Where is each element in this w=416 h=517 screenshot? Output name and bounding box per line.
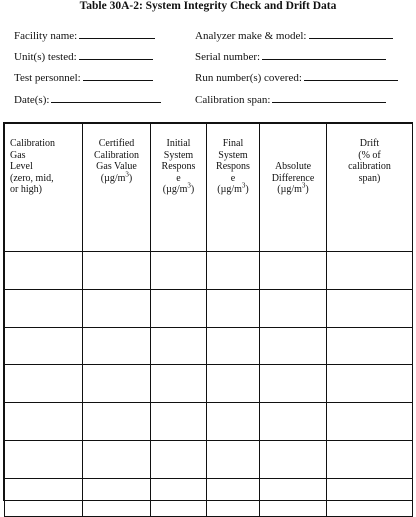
table-cell[interactable] xyxy=(83,365,151,403)
table-cell[interactable] xyxy=(83,440,151,478)
blank-line[interactable] xyxy=(83,70,153,81)
header-absolute-difference: Absolute Difference $(\mu g/m^3)$ xyxy=(260,124,327,252)
table-cell[interactable] xyxy=(151,403,207,441)
blank-line[interactable] xyxy=(309,28,393,39)
field-label: Date(s): xyxy=(14,94,50,106)
field-facility-name[interactable] xyxy=(14,28,155,43)
blank-line[interactable] xyxy=(51,92,161,103)
table-row xyxy=(5,327,413,365)
table-cell[interactable] xyxy=(151,365,207,403)
blank-line[interactable] xyxy=(79,49,153,60)
table-cell[interactable] xyxy=(207,478,260,516)
table-cell[interactable] xyxy=(151,327,207,365)
table-row xyxy=(5,478,413,516)
table-cell[interactable] xyxy=(207,403,260,441)
table-cell[interactable] xyxy=(327,440,413,478)
field-serial-number[interactable] xyxy=(195,49,386,64)
table-cell[interactable] xyxy=(207,327,260,365)
header-certified-gas-value: Certified Calibration Gas Value $(\mu g/m^3)$ xyxy=(83,124,151,252)
table-cell[interactable] xyxy=(327,252,413,290)
header-initial-system-response: Initial System Respons e $(\mu g/m^3)$ xyxy=(151,124,207,252)
field-analyzer-make-model[interactable] xyxy=(195,28,393,43)
field-calibration-span[interactable] xyxy=(195,92,386,107)
blank-line[interactable] xyxy=(272,92,386,103)
table-row xyxy=(5,365,413,403)
table-cell[interactable] xyxy=(207,365,260,403)
header-final-system-response: Final System Respons e $(\mu g/m^3)$ xyxy=(207,124,260,252)
table-cell[interactable] xyxy=(260,252,327,290)
table-cell[interactable] xyxy=(151,440,207,478)
table-cell[interactable] xyxy=(260,440,327,478)
table-cell[interactable] xyxy=(5,440,83,478)
table-cell[interactable] xyxy=(83,327,151,365)
blank-line[interactable] xyxy=(262,49,386,60)
table-cell[interactable] xyxy=(207,252,260,290)
table-cell[interactable] xyxy=(260,403,327,441)
table-cell[interactable] xyxy=(5,403,83,441)
field-label: Unit(s) tested: xyxy=(14,51,77,63)
field-label: Facility name: xyxy=(14,30,78,42)
table-header-row xyxy=(5,124,413,252)
table-cell[interactable] xyxy=(207,440,260,478)
blank-line[interactable] xyxy=(79,28,155,39)
table-cell[interactable] xyxy=(327,289,413,327)
table-row xyxy=(5,440,413,478)
table-cell[interactable] xyxy=(5,478,83,516)
table-cell[interactable] xyxy=(260,327,327,365)
table-body xyxy=(5,252,413,517)
table-row xyxy=(5,289,413,327)
table-cell[interactable] xyxy=(327,365,413,403)
table-cell[interactable] xyxy=(151,478,207,516)
field-run-numbers[interactable] xyxy=(195,70,398,85)
table-cell[interactable] xyxy=(83,403,151,441)
table-row xyxy=(5,252,413,290)
table-cell[interactable] xyxy=(260,478,327,516)
header-drift: Drift (% of calibration span) xyxy=(327,124,413,252)
table-cell[interactable] xyxy=(5,289,83,327)
table-cell[interactable] xyxy=(5,252,83,290)
field-units-tested[interactable] xyxy=(14,49,153,64)
table-cell[interactable] xyxy=(83,252,151,290)
table-cell[interactable] xyxy=(207,289,260,327)
table-cell[interactable] xyxy=(83,289,151,327)
field-label: Serial number: xyxy=(195,51,261,63)
field-label: Test personnel: xyxy=(14,72,81,84)
header-calibration-gas-level: Calibration Gas Level (zero, mid, or high) xyxy=(5,124,83,252)
field-dates[interactable] xyxy=(14,92,161,107)
table-cell[interactable] xyxy=(5,327,83,365)
table-cell[interactable] xyxy=(327,327,413,365)
table-cell[interactable] xyxy=(5,365,83,403)
table-title: Table 30A-2: System Integrity Check and Drift Data xyxy=(79,0,337,12)
field-label: Calibration span: xyxy=(195,94,271,106)
field-label: Analyzer make & model: xyxy=(195,30,307,42)
table-cell[interactable] xyxy=(327,478,413,516)
table-cell[interactable] xyxy=(151,252,207,290)
table-cell[interactable] xyxy=(83,478,151,516)
drift-data-table xyxy=(3,122,413,501)
table-cell[interactable] xyxy=(260,365,327,403)
table-row xyxy=(5,403,413,441)
field-test-personnel[interactable] xyxy=(14,70,153,85)
field-label: Run number(s) covered: xyxy=(195,72,302,84)
table-cell[interactable] xyxy=(151,289,207,327)
blank-line[interactable] xyxy=(304,70,398,81)
table-cell[interactable] xyxy=(327,403,413,441)
table-cell[interactable] xyxy=(260,289,327,327)
